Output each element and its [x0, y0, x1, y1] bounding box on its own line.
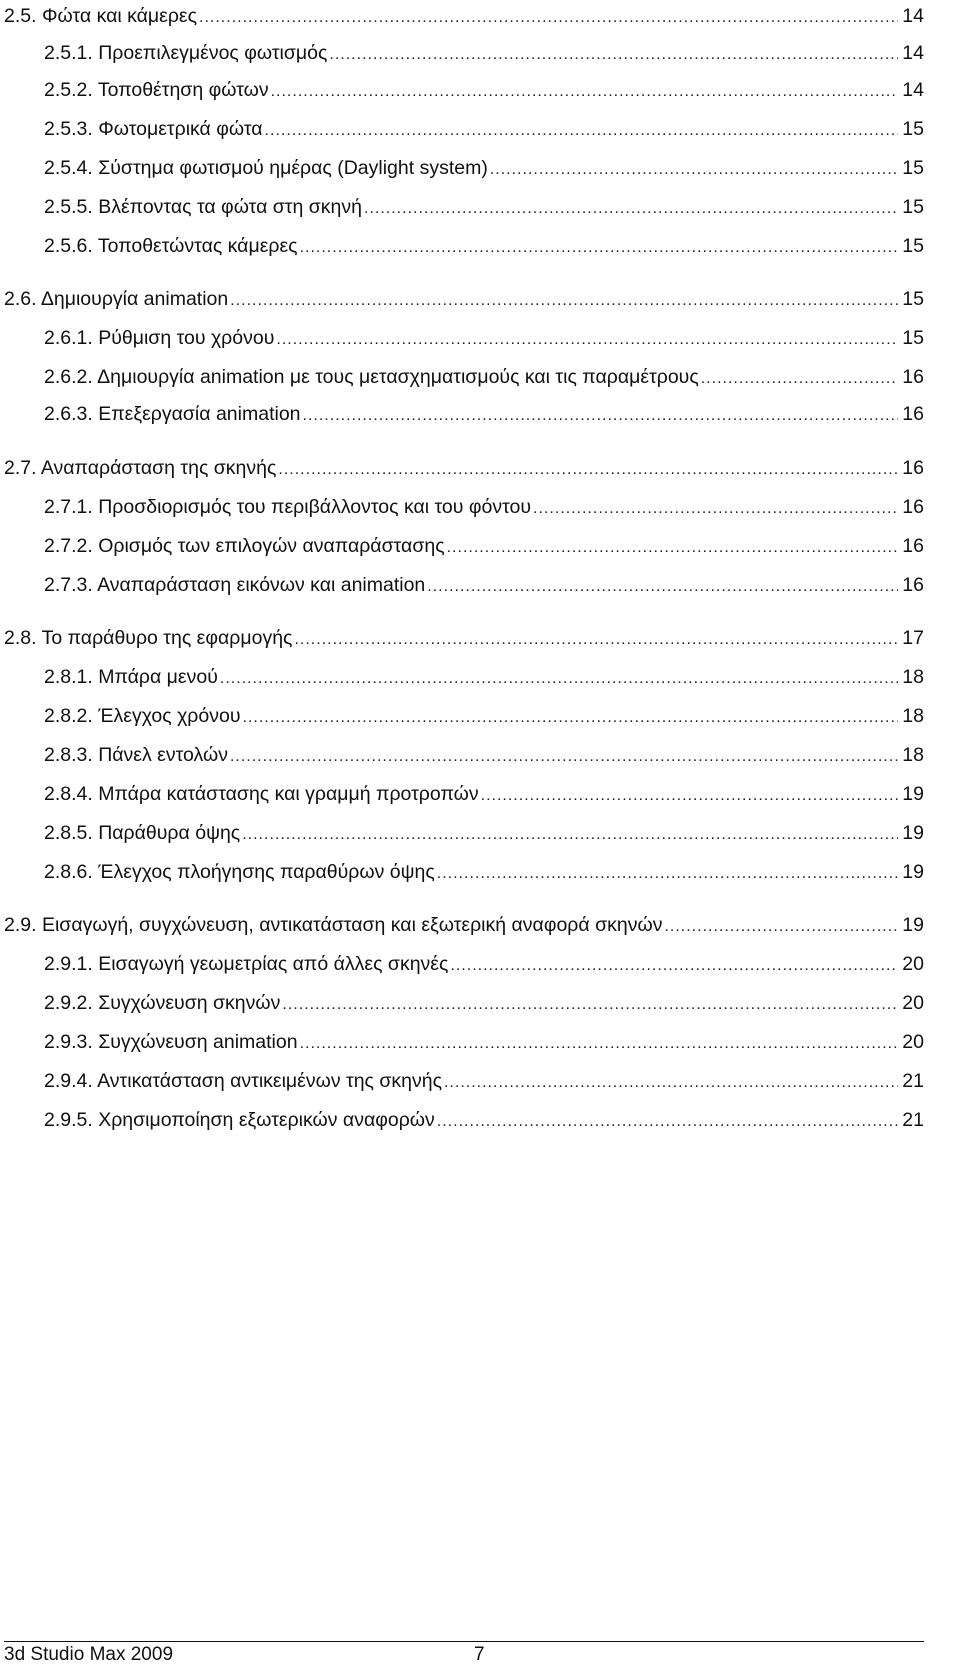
toc-entry-label: 2.5.3. Φωτομετρικά φώτα	[44, 118, 263, 140]
toc-entry-page: 18	[902, 744, 924, 766]
toc-entry-label: 2.7. Αναπαράσταση της σκηνής	[4, 457, 277, 479]
toc-entry-page: 18	[902, 705, 924, 727]
toc-entry-2-8-3[interactable]	[44, 739, 924, 771]
toc-entry-2-7-1[interactable]	[44, 491, 924, 523]
toc-entry-2-6-2[interactable]	[44, 361, 924, 393]
toc-entry-label: 2.6.2. Δημιουργία animation με τους μετασχηματισμούς και τις παραμέτρους	[44, 366, 699, 388]
toc-entry-label: 2.5.1. Προεπιλεγμένος φωτισμός	[44, 42, 328, 64]
toc-entry-page: 17	[902, 627, 924, 649]
toc-entry-page: 19	[902, 861, 924, 883]
toc-entry-label: 2.7.3. Αναπαράσταση εικόνων και animation	[44, 574, 426, 596]
dot-leader	[490, 154, 898, 186]
toc-entry-label: 2.7.2. Ορισμός των επιλογών αναπαράστασης	[44, 535, 445, 557]
toc-entry-2-5-2[interactable]	[44, 74, 924, 106]
toc-entry-label: 2.9.1. Εισαγωγή γεωμετρίας από άλλες σκηνές	[44, 953, 449, 975]
toc-entry-label: 2.8. Το παράθυρο της εφαρμογής	[4, 627, 293, 649]
toc-entry-page: 14	[902, 42, 924, 64]
toc-entry-page: 21	[902, 1070, 924, 1092]
toc-entry-page: 15	[902, 196, 924, 218]
toc-entry-label: 2.5.5. Βλέποντας τα φώτα στη σκηνή	[44, 196, 362, 218]
page-footer	[0, 1637, 960, 1670]
dot-leader	[437, 1106, 899, 1138]
dot-leader	[265, 115, 899, 147]
toc-entry-2-9-4[interactable]	[44, 1065, 924, 1097]
toc-entry-page: 16	[902, 403, 924, 425]
toc-entry-label: 2.5. Φώτα και κάμερες	[4, 5, 198, 27]
dot-leader	[282, 989, 898, 1021]
dot-leader	[243, 702, 899, 734]
toc-entry-label: 2.5.4. Σύστημα φωτισμού ημέρας (Daylight system)	[44, 157, 488, 179]
toc-entry-2-9-5[interactable]	[44, 1104, 924, 1136]
toc-entry-2-8-2[interactable]	[44, 700, 924, 732]
toc-entry-2-6-1[interactable]	[44, 322, 924, 354]
toc-entry-page: 18	[902, 666, 924, 688]
toc-entry-2-5-3[interactable]	[44, 113, 924, 145]
dot-leader	[447, 532, 899, 564]
dot-leader	[220, 663, 898, 695]
dot-leader	[271, 76, 899, 108]
toc-entry-page: 14	[902, 5, 924, 27]
toc-entry-label: 2.9.5. Χρησιμοποίηση εξωτερικών αναφορών	[44, 1109, 435, 1131]
toc-entry-label: 2.9.3. Συγχώνευση animation	[44, 1031, 298, 1053]
toc-entry-2-8-6[interactable]	[44, 856, 924, 888]
dot-leader	[242, 819, 898, 851]
toc-entry-2-9-1[interactable]	[44, 948, 924, 980]
dot-leader	[276, 324, 898, 356]
toc-entry-label: 2.9. Εισαγωγή, συγχώνευση, αντικατάσταση και εξωτερική αναφορά σκηνών	[4, 914, 663, 936]
toc-entry-2-8-4[interactable]	[44, 778, 924, 810]
dot-leader	[481, 780, 899, 812]
toc-entry-2-5-4[interactable]	[44, 152, 924, 184]
toc-entry-2-5[interactable]	[4, 0, 924, 32]
toc-entry-label: 2.5.6. Τοποθετώντας κάμερες	[44, 235, 298, 257]
toc-entry-label: 2.8.4. Μπάρα κατάστασης και γραμμή προτροπών	[44, 783, 479, 805]
dot-leader	[444, 1067, 898, 1099]
footer-page-number: 7	[474, 1644, 485, 1665]
toc-entry-label: 2.9.2. Συγχώνευση σκηνών	[44, 992, 281, 1014]
toc-entry-2-7-2[interactable]	[44, 530, 924, 562]
toc-entry-2-5-1[interactable]	[44, 37, 924, 69]
toc-entry-label: 2.6.3. Επεξεργασία animation	[44, 403, 301, 425]
toc-entry-label: 2.8.2. Έλεγχος χρόνου	[44, 705, 241, 727]
toc-entry-2-6[interactable]	[4, 283, 924, 315]
toc-entry-page: 16	[902, 366, 924, 388]
toc-entry-2-7[interactable]	[4, 452, 924, 484]
toc-entry-label: 2.8.1. Μπάρα μενού	[44, 666, 218, 688]
toc-entry-label: 2.7.1. Προσδιορισμός του περιβάλλοντος και του φόντου	[44, 496, 532, 518]
dot-leader	[278, 454, 898, 486]
toc-entry-label: 2.5.2. Τοποθέτηση φώτων	[44, 79, 269, 101]
toc-entry-page: 15	[902, 288, 924, 310]
toc-entry-2-9[interactable]	[4, 909, 924, 941]
toc-entry-2-9-2[interactable]	[44, 987, 924, 1019]
toc-entry-page: 16	[902, 496, 924, 518]
dot-leader	[364, 193, 898, 225]
toc-entry-label: 2.8.5. Παράθυρα όψης	[44, 822, 241, 844]
dot-leader	[303, 400, 899, 432]
toc-entry-page: 19	[902, 783, 924, 805]
toc-entry-label: 2.9.4. Αντικατάσταση αντικειμένων της σκηνής	[44, 1070, 442, 1092]
dot-leader	[329, 39, 898, 71]
toc-entry-page: 16	[902, 457, 924, 479]
toc-entry-page: 15	[902, 327, 924, 349]
dot-leader	[533, 493, 898, 525]
toc-entry-label: 2.8.6. Έλεγχος πλοήγησης παραθύρων όψης	[44, 861, 435, 883]
toc-entry-page: 16	[902, 574, 924, 596]
toc-entry-page: 19	[902, 914, 924, 936]
toc-entry-2-9-3[interactable]	[44, 1026, 924, 1058]
dot-leader	[300, 232, 899, 264]
toc-entry-label: 2.6.1. Ρύθμιση του χρόνου	[44, 327, 275, 349]
toc-entry-2-6-3[interactable]	[44, 398, 924, 430]
toc-entry-page: 15	[902, 118, 924, 140]
dot-leader	[664, 911, 898, 943]
dot-leader	[230, 285, 898, 317]
toc-entry-page: 20	[902, 1031, 924, 1053]
toc-entry-page: 21	[902, 1109, 924, 1131]
toc-entry-2-5-5[interactable]	[44, 191, 924, 223]
dot-leader	[437, 858, 899, 890]
dot-leader	[450, 950, 898, 982]
toc-entry-2-8[interactable]	[4, 622, 924, 654]
toc-entry-page: 15	[902, 235, 924, 257]
toc-entry-2-5-6[interactable]	[44, 230, 924, 262]
toc-entry-page: 14	[902, 79, 924, 101]
dot-leader	[300, 1028, 899, 1060]
dot-leader	[230, 741, 898, 773]
dot-leader	[294, 624, 898, 656]
toc-entry-page: 19	[902, 822, 924, 844]
toc-entry-page: 20	[902, 992, 924, 1014]
toc-entry-label: 2.8.3. Πάνελ εντολών	[44, 744, 228, 766]
toc-entry-page: 16	[902, 535, 924, 557]
toc-entry-page: 20	[902, 953, 924, 975]
dot-leader	[199, 2, 898, 34]
toc-entry-2-7-3[interactable]	[44, 569, 924, 601]
toc-entry-label: 2.6. Δημιουργία animation	[4, 288, 229, 310]
footer-divider	[4, 1641, 924, 1642]
toc-entry-page: 15	[902, 157, 924, 179]
dot-leader	[701, 363, 899, 395]
toc-entry-2-8-5[interactable]	[44, 817, 924, 849]
toc-entry-2-8-1[interactable]	[44, 661, 924, 693]
footer-document-title: 3d Studio Max 2009	[4, 1644, 174, 1665]
dot-leader	[427, 571, 898, 603]
